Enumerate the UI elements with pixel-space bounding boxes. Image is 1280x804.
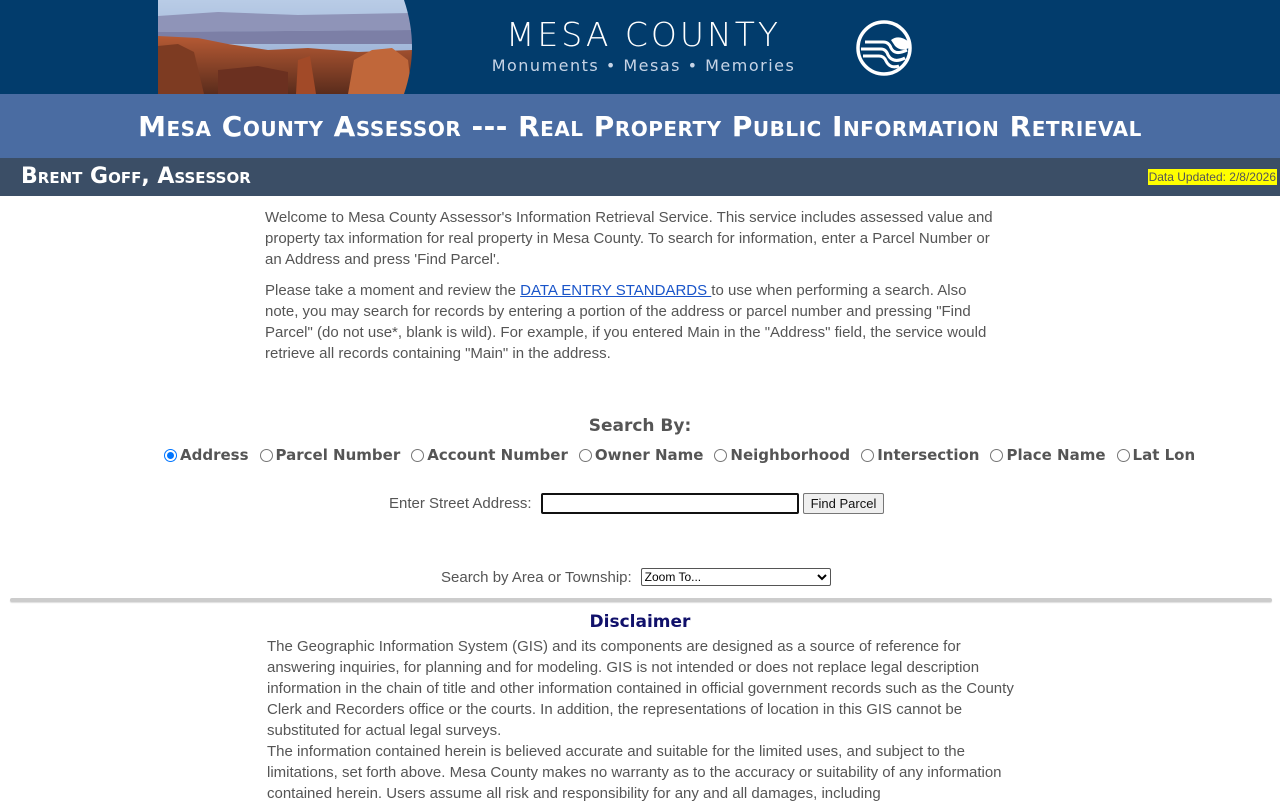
page-title-bar: [0, 94, 1280, 158]
canyon-landscape-photo: [158, 0, 412, 94]
radio-button[interactable]: [411, 449, 424, 462]
data-entry-standards-link[interactable]: DATA ENTRY STANDARDS: [520, 282, 712, 299]
radio-neighborhood[interactable]: [714, 446, 850, 464]
instructions-text-before: Please take a moment and review the: [265, 282, 521, 299]
disclaimer-heading: Disclaimer: [589, 612, 691, 632]
county-logo: [446, 16, 841, 75]
radio-owner-name[interactable]: [579, 446, 704, 464]
area-search-row: [441, 568, 831, 586]
logo-name: MESA COUNTY: [505, 15, 782, 54]
disclaimer-section: [267, 636, 1017, 804]
disclaimer-paragraph: The Geographic Information System (GIS) and its components are designed as a source of reference for answering inquiries, for planning and for modeling. GIS is not intended or does not replace legal description information in the chain of title and other information contained in official government records such as the County Clerk and Recorders office or the courts. In addition, the representations of location in this GIS cannot be substituted for actual legal surveys.: [267, 638, 1014, 739]
search-type-radio-group: [164, 446, 1206, 464]
radio-address[interactable]: [164, 446, 249, 464]
mesa-county-emblem-icon: [853, 20, 915, 76]
site-banner: [0, 0, 1280, 94]
intro-paragraph: Welcome to Mesa County Assessor's Information Retrieval Service. This service includes assessed value and property tax information for real property in Mesa County. To search for information, enter a Parcel Number or an Address and press 'Find Parcel'.: [265, 209, 993, 268]
radio-label: Owner Name: [594, 446, 704, 464]
find-parcel-button[interactable]: Find Parcel: [803, 493, 885, 514]
instructions-paragraph: [265, 280, 1000, 364]
area-township-select[interactable]: [641, 568, 831, 586]
assessor-bar: [0, 158, 1280, 196]
radio-label: Account Number: [427, 446, 568, 464]
radio-button[interactable]: [861, 449, 874, 462]
radio-lat-lon[interactable]: [1117, 446, 1196, 464]
page-title: Mesa County Assessor --- Real Property Public Information Retrieval: [138, 109, 1142, 143]
intro-section: [265, 207, 1000, 374]
area-select-value: Zoom To...: [644, 570, 702, 584]
radio-button[interactable]: [579, 449, 592, 462]
street-address-label: Enter Street Address:: [389, 495, 532, 512]
radio-label: Neighborhood: [730, 446, 851, 464]
area-township-label: Search by Area or Township:: [441, 568, 632, 586]
street-address-input[interactable]: [541, 493, 799, 514]
radio-button[interactable]: [1117, 449, 1130, 462]
data-updated-badge: Data Updated: 2/8/2026: [1148, 170, 1276, 184]
search-by-heading: Search By:: [588, 416, 692, 436]
radio-parcel-number[interactable]: [260, 446, 401, 464]
radio-account-number[interactable]: [411, 446, 568, 464]
chevron-down-icon: [817, 574, 827, 581]
section-divider: [10, 598, 1272, 602]
logo-tagline: Monuments • Mesas • Memories: [491, 56, 796, 75]
radio-label: Address: [180, 446, 249, 464]
radio-label: Parcel Number: [275, 446, 401, 464]
instructions-text-after: to use when performing a search. Also note, you may search for records by entering a portion of the address or parcel number and pressing "Find Parcel" (do not use*, blank is wild). For example, if you entered Main in the "Address" field, the service would retrieve all records containing "Main" in the address.: [265, 282, 987, 362]
radio-button[interactable]: [714, 449, 727, 462]
radio-button[interactable]: [260, 449, 273, 462]
radio-label: Intersection: [877, 446, 980, 464]
radio-button[interactable]: [990, 449, 1003, 462]
radio-place-name[interactable]: [990, 446, 1105, 464]
assessor-name: Brent Goff, Assessor: [21, 164, 251, 189]
address-search-row: [389, 493, 884, 514]
radio-label: Place Name: [1006, 446, 1106, 464]
radio-button[interactable]: [164, 449, 177, 462]
radio-label: Lat Lon: [1132, 446, 1196, 464]
radio-intersection[interactable]: [861, 446, 979, 464]
disclaimer-paragraph: The information contained herein is believed accurate and suitable for the limited uses, and subject to the limitations, set forth above. Mesa County makes no warranty as to the accuracy or suitability of any information contained herein. Users assume all risk and responsibility for any and all damages, including: [267, 743, 1002, 802]
